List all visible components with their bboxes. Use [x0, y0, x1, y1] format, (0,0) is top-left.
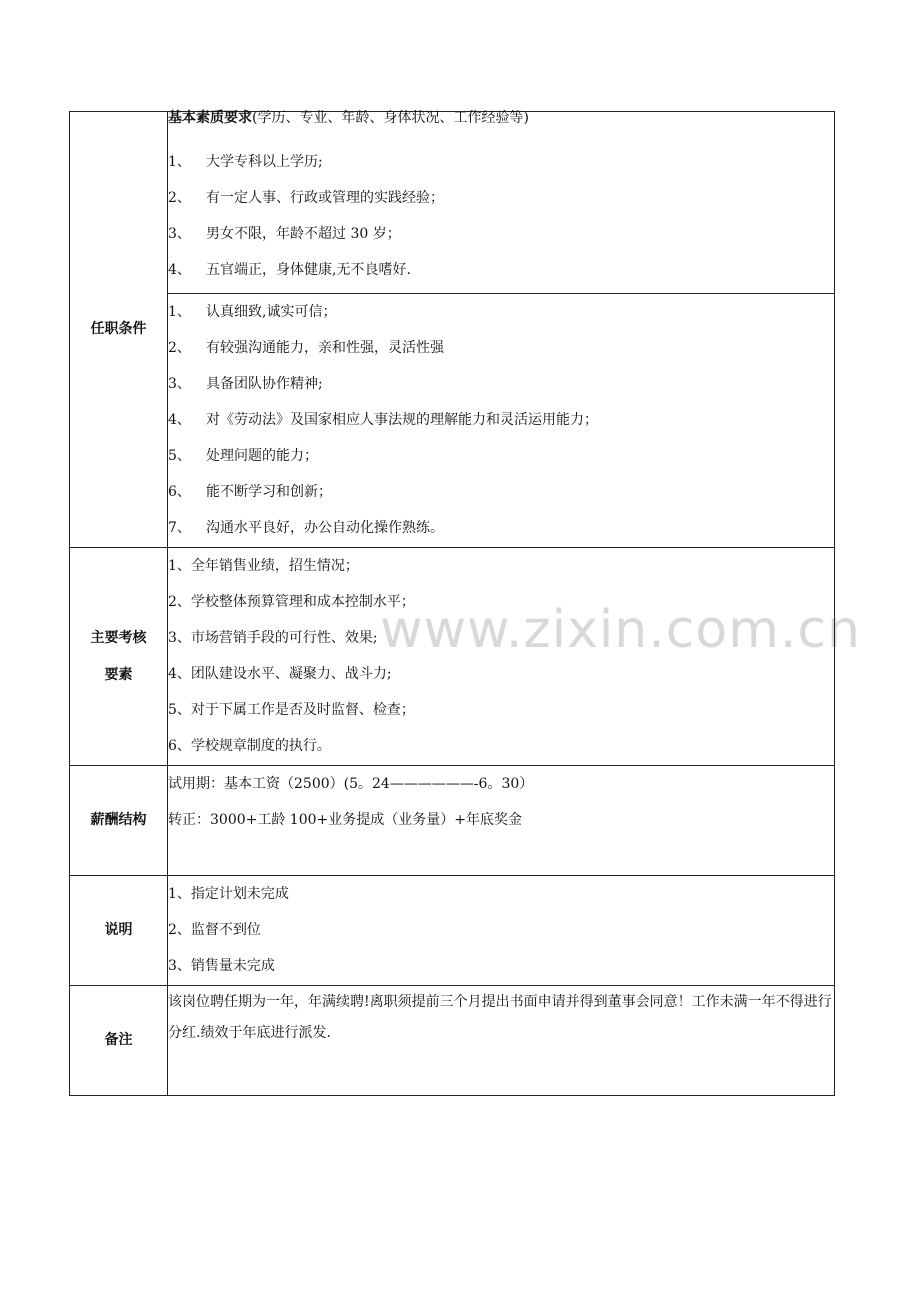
- assessment-item: 2、学校整体预算管理和成本控制水平；: [168, 594, 415, 610]
- item-text: 认真细致,诚实可信；: [206, 304, 337, 320]
- basic-requirements-cell: [168, 112, 835, 294]
- assessment-label-line2: 要素: [104, 666, 133, 683]
- item-number: 2、: [168, 190, 191, 206]
- basic-item: [168, 144, 834, 180]
- assessment-item: 1、全年销售业绩，招生情况；: [168, 558, 359, 574]
- skill-item: [168, 294, 834, 330]
- remarks-cell: [168, 986, 835, 1096]
- assessment-cell: [168, 548, 835, 766]
- watermark: www.zixin.com.cn: [380, 600, 861, 660]
- assessment-item: 5、对于下属工作是否及时监督、检查；: [168, 702, 415, 718]
- notes-item: 1、指定计划未完成: [168, 886, 289, 902]
- item-number: 4、: [168, 412, 191, 428]
- item-text: 男女不限，年龄不超过 30 岁；: [206, 226, 401, 242]
- item-number: 2、: [168, 340, 191, 356]
- item-number: 4、: [168, 262, 191, 278]
- item-text: 能不断学习和创新；: [206, 484, 332, 500]
- item-text: 具备团队协作精神;: [206, 376, 323, 392]
- salary-cell: [168, 766, 835, 876]
- item-text: 五官端正，身体健康,无不良嗜好.: [206, 262, 411, 278]
- basic-item: [168, 180, 834, 216]
- skill-item: [168, 330, 834, 366]
- assessment-item: 3、市场营销手段的可行性、效果;: [168, 630, 378, 646]
- item-number: 1、: [168, 154, 191, 170]
- skill-item: [168, 438, 834, 474]
- item-text: 大学专科以上学历;: [206, 154, 323, 170]
- skill-requirements-cell: [168, 294, 835, 548]
- assessment-label-line1: 主要考核: [90, 629, 147, 646]
- basic-requirements-title: 基本素质要求: [168, 110, 252, 126]
- item-number: 6、: [168, 484, 191, 500]
- skill-item: [168, 366, 834, 402]
- item-text: 处理问题的能力；: [206, 448, 318, 464]
- assessment-label: [70, 548, 168, 766]
- assessment-item: 6、学校规章制度的执行。: [168, 738, 331, 754]
- notes-cell: [168, 876, 835, 986]
- item-number: 5、: [168, 448, 191, 464]
- salary-item: 转正：3000+工龄 100+业务提成（业务量）+年底奖金: [168, 812, 522, 828]
- item-number: 1、: [168, 304, 191, 320]
- qualifications-label: 任职条件: [70, 112, 168, 548]
- item-number: 7、: [168, 520, 191, 536]
- notes-label: 说明: [70, 876, 168, 986]
- basic-item: [168, 216, 834, 252]
- salary-label: 薪酬结构: [70, 766, 168, 876]
- remarks-label: 备注: [70, 986, 168, 1096]
- item-text: 有较强沟通能力，亲和性强，灵活性强: [206, 340, 444, 356]
- item-text: 有一定人事、行政或管理的实践经验；: [206, 190, 444, 206]
- item-text: 沟通水平良好，办公自动化操作熟练。: [206, 520, 444, 536]
- item-number: 3、: [168, 376, 191, 392]
- skill-item: [168, 510, 834, 546]
- basic-item: [168, 252, 834, 288]
- remarks-text: 该岗位聘任期为一年，年满续聘!离职须提前三个月提出书面申请并得到董事会同意！工作未满一年不得进行分红.绩效于年底进行派发.: [168, 994, 832, 1041]
- job-requirements-table: [69, 111, 835, 1096]
- notes-item: 2、监督不到位: [168, 922, 261, 938]
- basic-requirements-heading: [168, 108, 834, 128]
- item-number: 3、: [168, 226, 191, 242]
- item-text: 对《劳动法》及国家相应人事法规的理解能力和灵活运用能力；: [206, 412, 598, 428]
- skill-item: [168, 402, 834, 438]
- notes-item: 3、销售量未完成: [168, 958, 275, 974]
- basic-requirements-subtitle: (学历、专业、年龄、身体状况、工作经验等): [252, 110, 529, 126]
- salary-item: 试用期：基本工资（2500）(5。24——————-6。30）: [168, 776, 534, 792]
- assessment-item: 4、团队建设水平、凝聚力、战斗力;: [168, 666, 392, 682]
- skill-item: [168, 474, 834, 510]
